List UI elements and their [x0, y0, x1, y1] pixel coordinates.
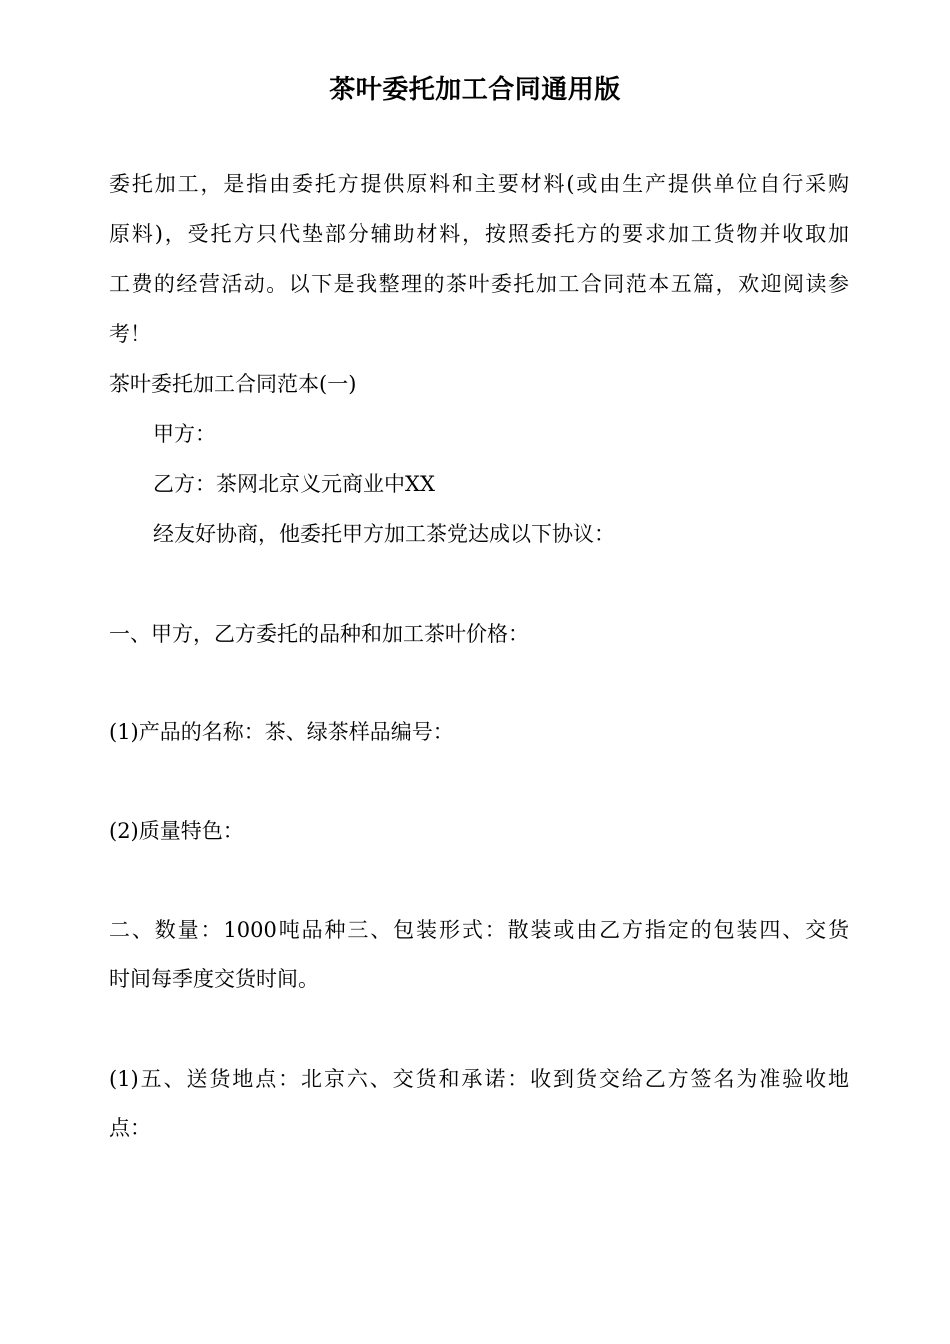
party-a-label: 甲方：	[153, 422, 216, 446]
section-heading: 茶叶委托加工合同范本(一)	[109, 372, 357, 396]
intro-line-1: 委托加工，是指由委托方提供原料和主要材料(或由生产提供单位自行采购	[109, 172, 849, 196]
clause-1-heading: 一、甲方，乙方委托的品种和加工茶叶价格：	[109, 622, 529, 646]
clause-2-line-2: 时间每季度交货时间。	[109, 967, 319, 991]
party-b-label: 乙方：茶网北京义元商业中XX	[153, 472, 435, 496]
clause-5-line-2: 点：	[109, 1116, 151, 1140]
clause-1-item-1: (1)产品的名称：茶、绿茶样品编号：	[109, 720, 454, 744]
clause-2-line-1: 二、数量：1000吨品种三、包装形式：散装或由乙方指定的包装四、交货	[109, 918, 849, 942]
clause-1-item-2: (2)质量特色：	[109, 819, 244, 843]
intro-line-2: 原料)，受托方只代垫部分辅助材料，按照委托方的要求加工货物并收取加	[109, 222, 849, 246]
document-title: 茶叶委托加工合同通用版	[329, 75, 621, 105]
clause-5-line-1: (1)五、送货地点：北京六、交货和承诺：收到货交给乙方签名为准验收地	[109, 1067, 849, 1091]
intro-line-3: 工费的经营活动。以下是我整理的茶叶委托加工合同范本五篇，欢迎阅读参	[109, 272, 849, 296]
agreement-intro: 经友好协商，他委托甲方加工茶党达成以下协议：	[153, 522, 615, 546]
intro-line-4: 考！	[109, 322, 151, 346]
